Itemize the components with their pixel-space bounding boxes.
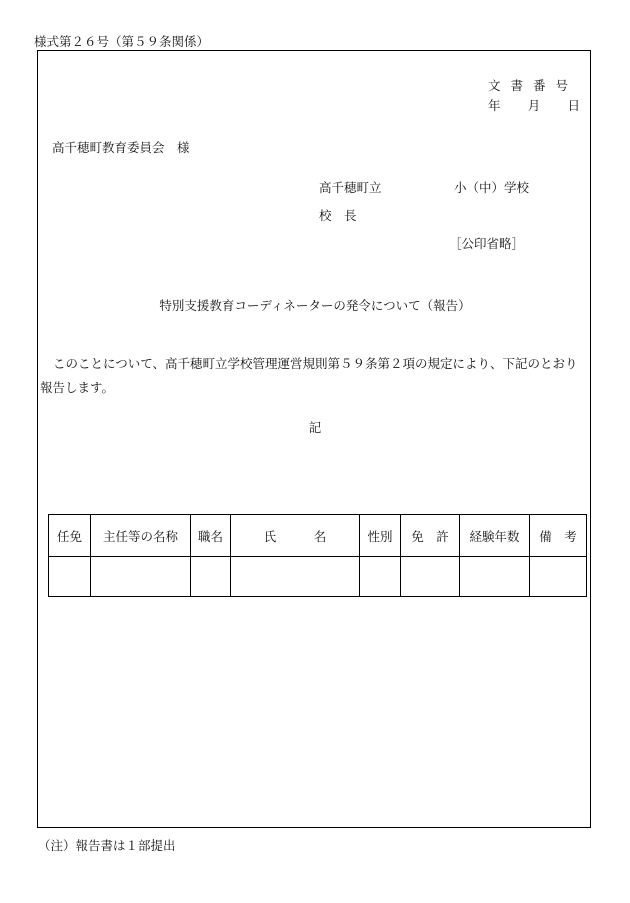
cell-experience-years <box>460 557 530 597</box>
date-day-label: 日 <box>567 98 580 113</box>
document-title: 特別支援教育コーディネーターの発令について（報告） <box>159 298 471 313</box>
header-gender: 性別 <box>360 515 401 557</box>
cell-job-title <box>191 557 231 597</box>
body-text: このことについて、高千穂町立学校管理運営規則第５９条第２項の規定により、下記のとおり報告します。 <box>40 356 578 395</box>
document-frame <box>37 50 591 828</box>
cell-license <box>401 557 460 597</box>
document-number-label: 文書番号 <box>488 78 579 93</box>
cell-name <box>231 557 360 597</box>
header-job-title: 職名 <box>191 515 231 557</box>
date-year-label: 年 <box>488 98 501 113</box>
addressee: 高千穂町教育委員会 様 <box>52 140 190 155</box>
cell-remarks <box>530 557 587 597</box>
table-header-row <box>49 515 587 557</box>
header-experience-years: 経験年数 <box>460 515 530 557</box>
table-row <box>49 557 587 597</box>
header-appointment: 任免 <box>49 515 91 557</box>
form-number: 様式第２６号（第５９条関係） <box>34 34 210 49</box>
header-remarks: 備 考 <box>530 515 587 557</box>
cell-gender <box>360 557 401 597</box>
principal-label: 校 長 <box>319 208 357 223</box>
cell-appointment <box>49 557 91 597</box>
seal-note: ［公印省略］ <box>449 236 525 251</box>
personnel-table <box>48 514 587 597</box>
school-suffix: 小（中）学校 <box>453 180 529 195</box>
ki-heading: 記 <box>308 420 322 435</box>
date-month-label: 月 <box>527 98 541 113</box>
cell-position-title <box>91 557 191 597</box>
school-name <box>319 178 529 196</box>
header-license: 免 許 <box>401 515 460 557</box>
header-name: 氏 名 <box>231 515 360 557</box>
header-position-title: 主任等の名称 <box>91 515 191 557</box>
school-prefix: 高千穂町立 <box>319 180 382 195</box>
document-date <box>488 96 580 114</box>
footnote: （注）報告書は１部提出 <box>38 838 176 853</box>
